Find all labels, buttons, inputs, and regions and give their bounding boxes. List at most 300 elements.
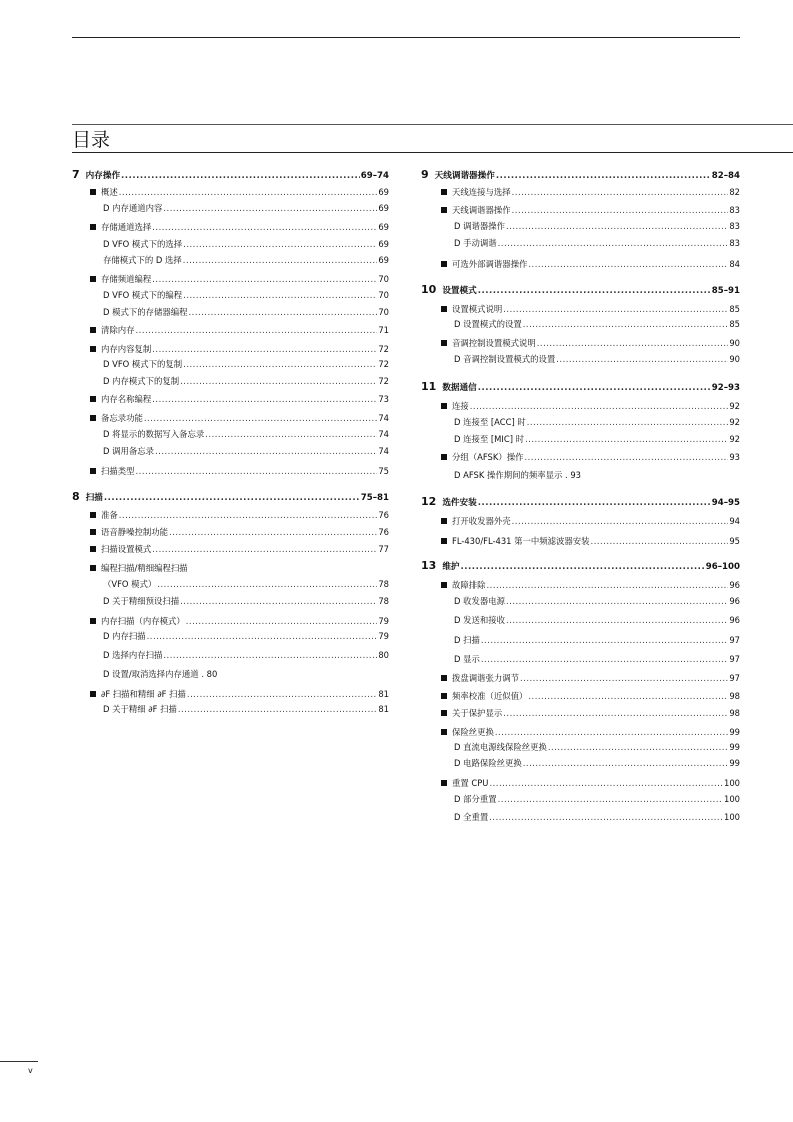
subentry-title <box>454 635 480 646</box>
entry-title <box>90 544 151 555</box>
entry-title <box>441 452 523 463</box>
toc-entry[interactable] <box>421 560 740 573</box>
subentry-title <box>454 238 497 249</box>
toc-entry[interactable] <box>90 413 389 424</box>
section-title <box>421 284 477 297</box>
toc-entry[interactable] <box>454 596 740 607</box>
entry-label: 选件安装 <box>442 498 477 508</box>
entry-title <box>441 304 502 315</box>
toc-entry[interactable] <box>90 466 389 477</box>
page-ref: 96 <box>729 615 740 625</box>
subentry-title <box>454 758 522 769</box>
page-ref: 96 <box>729 580 740 590</box>
toc-entry[interactable] <box>454 758 740 769</box>
page-ref: 100 <box>724 794 740 804</box>
dot-leader <box>186 616 378 627</box>
subentry-title <box>454 470 581 481</box>
square-bullet-icon <box>441 582 447 588</box>
entry-label: D 选择内存扫描 <box>103 650 163 660</box>
title-rule <box>72 152 793 153</box>
page-ref: 100 <box>724 778 740 788</box>
dot-leader <box>512 205 729 216</box>
entry-title <box>441 536 590 547</box>
page-ref: 85–91 <box>711 286 740 296</box>
subentry-title <box>454 742 547 753</box>
page-ref: 83 <box>729 205 740 215</box>
subentry-title <box>103 669 217 680</box>
toc-entry[interactable] <box>103 631 389 642</box>
dot-leader <box>478 383 711 394</box>
toc-entry[interactable] <box>90 563 389 574</box>
dot-leader <box>478 498 711 509</box>
square-bullet-icon <box>441 710 447 716</box>
square-bullet-icon <box>441 306 447 312</box>
page-ref: 98 <box>729 691 740 701</box>
entry-title <box>90 616 185 627</box>
square-bullet-icon <box>90 415 96 421</box>
entry-label: D 直流电源线保险丝更换 <box>454 742 547 752</box>
dot-leader <box>163 203 377 214</box>
page-ref: 97 <box>729 635 740 645</box>
entry-label: D 内存扫描 <box>103 631 146 641</box>
square-bullet-icon <box>90 565 96 571</box>
entry-label: 内存扫描（内存模式） <box>101 616 185 626</box>
entry-label: 内存操作 <box>85 171 121 181</box>
page-ref: 69 <box>378 203 389 213</box>
square-bullet-icon <box>441 729 447 735</box>
toc-entry[interactable] <box>441 401 740 412</box>
square-bullet-icon <box>90 468 96 474</box>
page-ref: 79 <box>378 631 389 641</box>
entry-label: D VFO 模式下的编程 <box>103 290 183 300</box>
page-ref: 70 <box>378 290 389 300</box>
toc-entry[interactable] <box>103 376 389 387</box>
entry-label: 扫描 <box>85 493 103 503</box>
page-ref: 100 <box>724 812 740 822</box>
dot-leader <box>169 527 377 538</box>
dot-leader <box>187 689 377 700</box>
page-ref: 98 <box>729 708 740 718</box>
entry-label: D 模式下的存储器编程 <box>103 307 188 317</box>
page-ref: 94 <box>729 516 740 526</box>
dot-leader <box>512 516 729 527</box>
square-bullet-icon <box>441 189 447 195</box>
toc-entry[interactable] <box>90 394 389 405</box>
entry-label: D 显示 <box>454 654 480 664</box>
page-ref: 69 <box>378 255 389 265</box>
square-bullet-icon <box>90 396 96 402</box>
subentry-title <box>454 417 526 428</box>
page-ref: 72 <box>378 376 389 386</box>
dot-leader <box>498 238 729 249</box>
toc-entry[interactable] <box>103 579 389 590</box>
entry-title <box>441 338 536 349</box>
entry-label: D 关于精细 ∂F 扫描 <box>103 704 177 714</box>
toc-entry[interactable] <box>103 307 389 318</box>
toc-entry[interactable] <box>454 794 740 805</box>
entry-label: 维护 <box>442 562 460 572</box>
entry-label: D 发送和接收 <box>454 615 505 625</box>
section-title <box>72 491 103 504</box>
subentry-title <box>454 596 505 607</box>
subentry-title <box>103 359 182 370</box>
toc-entry[interactable] <box>90 527 389 538</box>
entry-label: D VFO 模式下的选择 <box>103 239 183 249</box>
square-bullet-icon <box>90 346 96 352</box>
toc-entry[interactable] <box>421 284 740 297</box>
entry-title <box>90 527 168 538</box>
entry-label: D 扫描 <box>454 635 480 645</box>
entry-label: 故障排除 <box>452 580 486 590</box>
dot-leader <box>152 344 377 355</box>
dot-leader <box>178 704 377 715</box>
dot-leader <box>487 580 729 591</box>
entry-title <box>441 708 502 719</box>
subentry-title <box>454 354 555 365</box>
page-ref: 69 <box>378 187 389 197</box>
dot-leader <box>136 325 378 336</box>
dot-leader <box>189 307 378 318</box>
toc-entry[interactable] <box>441 338 740 349</box>
square-bullet-icon <box>441 261 447 267</box>
footer-rule <box>0 1061 38 1062</box>
entry-label: 语音静噪控制功能 <box>101 527 168 537</box>
square-bullet-icon <box>441 403 447 409</box>
entry-title <box>441 187 511 198</box>
toc-entry[interactable] <box>441 673 740 684</box>
section-title <box>421 560 460 573</box>
entry-label: D 手动调谐 <box>454 238 497 248</box>
dot-leader <box>489 778 723 789</box>
toc-entry[interactable] <box>103 203 389 214</box>
toc-entry[interactable] <box>454 742 740 753</box>
entry-title <box>441 580 486 591</box>
page-ref: 81 <box>378 689 389 699</box>
square-bullet-icon <box>90 512 96 518</box>
subentry-title <box>103 376 179 387</box>
page-ref: 99 <box>729 758 740 768</box>
entry-label: D 电路保险丝更换 <box>454 758 522 768</box>
entry-label: 关于保护显示 <box>452 708 503 718</box>
square-bullet-icon <box>90 691 96 697</box>
page-ref: 78 <box>378 596 389 606</box>
section-number: 13 <box>421 559 437 572</box>
toc-entry[interactable] <box>103 239 389 250</box>
dot-leader <box>152 274 377 285</box>
entry-label: 设置模式说明 <box>452 304 503 314</box>
toc-entry[interactable] <box>441 205 740 216</box>
page-ref: 99 <box>729 742 740 752</box>
dot-leader <box>152 394 377 405</box>
toc-entry[interactable] <box>90 274 389 285</box>
entry-title <box>90 274 151 285</box>
entry-label: 可选外部调谐器操作 <box>452 259 528 269</box>
page-ref: 76 <box>378 510 389 520</box>
dot-leader <box>495 727 728 738</box>
entry-label: 拨盘调谐张力调节 <box>452 673 519 683</box>
toc-entry[interactable] <box>103 669 389 680</box>
toc-entry[interactable] <box>441 536 740 547</box>
dot-leader <box>528 691 728 702</box>
page-ref: 92 <box>729 417 740 427</box>
entry-label: 连接 <box>452 401 469 411</box>
toc-entry[interactable] <box>421 496 740 509</box>
page-ref: 99 <box>729 727 740 737</box>
subentry-title <box>103 255 182 266</box>
entry-title <box>90 413 143 424</box>
section-number: 7 <box>72 168 80 181</box>
entry-title <box>90 187 118 198</box>
subentry-title <box>454 434 524 445</box>
dot-leader <box>157 579 377 590</box>
toc-entry[interactable] <box>454 635 740 646</box>
entry-label: D 内存模式下的复制 <box>103 376 180 386</box>
toc-entry[interactable] <box>103 446 389 457</box>
dot-leader <box>147 631 378 642</box>
toc-entry[interactable] <box>454 434 740 445</box>
toc-entry[interactable] <box>103 650 389 661</box>
subentry-title <box>454 794 497 805</box>
square-bullet-icon <box>441 780 447 786</box>
toc-entry[interactable] <box>103 359 389 370</box>
entry-label: 分组（AFSK）操作 <box>452 452 524 462</box>
section-number: 10 <box>421 283 437 296</box>
entry-label: D 将显示的数据写入备忘录 <box>103 429 205 439</box>
section-title <box>72 169 120 182</box>
subentry-title <box>103 290 182 301</box>
dot-leader <box>205 429 377 440</box>
dot-leader <box>121 171 360 182</box>
dot-leader <box>498 794 723 805</box>
entry-label: 重置 CPU <box>452 778 489 788</box>
page-ref: 92–93 <box>711 383 740 393</box>
toc-entry[interactable] <box>103 704 389 715</box>
entry-title <box>90 563 188 574</box>
toc-entry[interactable] <box>90 689 389 700</box>
page-ref: 97 <box>729 673 740 683</box>
dot-leader <box>506 615 728 626</box>
dot-leader <box>489 812 723 823</box>
toc-entry[interactable] <box>441 516 740 527</box>
dot-leader <box>152 544 377 555</box>
entry-title <box>441 673 519 684</box>
toc-entry[interactable] <box>454 221 740 232</box>
entry-title <box>441 516 511 527</box>
section-title <box>421 381 477 394</box>
toc-entry[interactable] <box>454 417 740 428</box>
entry-label: 频率校准（近似值） <box>452 691 528 701</box>
entry-label: D VFO 模式下的复制 <box>103 359 183 369</box>
square-bullet-icon <box>441 518 447 524</box>
subentry-title <box>103 239 182 250</box>
toc-entry[interactable] <box>90 187 389 198</box>
entry-label: D 内存通道内容 <box>103 203 163 213</box>
toc-entry[interactable] <box>103 429 389 440</box>
entry-label: 编程扫描/精细编程扫描 <box>101 563 188 573</box>
entry-title <box>90 510 118 521</box>
page-ref: 85 <box>729 304 740 314</box>
entry-title <box>441 401 469 412</box>
toc-entry[interactable] <box>441 452 740 463</box>
entry-label: D 全重置 <box>454 812 489 822</box>
subentry-title <box>454 319 522 330</box>
dot-leader <box>523 319 729 330</box>
section-number: 11 <box>421 380 437 393</box>
dot-leader <box>119 187 378 198</box>
entry-label: 数据通信 <box>442 383 477 393</box>
page-ref: 90 <box>729 354 740 364</box>
section-title <box>421 496 477 509</box>
entry-title <box>90 222 151 233</box>
entry-label: 存储频道编程 <box>101 274 152 284</box>
page-ref: 69 <box>378 222 389 232</box>
page-ref: 70 <box>378 307 389 317</box>
entry-label: 扫描设置模式 <box>101 544 152 554</box>
square-bullet-icon <box>90 276 96 282</box>
page-ref: 75 <box>378 466 389 476</box>
toc-entry[interactable] <box>454 654 740 665</box>
square-bullet-icon <box>441 675 447 681</box>
dot-leader <box>481 635 728 646</box>
page-ref: 93 <box>729 452 740 462</box>
entry-label: D 连接至 [ACC] 时 <box>454 417 526 427</box>
entry-label: D 音调控制设置模式的设置 <box>454 354 556 364</box>
dot-leader <box>503 304 728 315</box>
entry-title <box>90 466 135 477</box>
toc-entry[interactable] <box>441 580 740 591</box>
dot-leader <box>524 452 728 463</box>
toc-entry[interactable] <box>441 691 740 702</box>
section-title <box>421 169 495 182</box>
page-ref: 81 <box>378 704 389 714</box>
dot-leader <box>548 742 728 753</box>
entry-label: 天线调谐器操作 <box>452 205 511 215</box>
entry-label: D 关于精细预设扫描 <box>103 596 180 606</box>
toc-entry[interactable] <box>103 596 389 607</box>
toc-entry[interactable] <box>72 491 389 504</box>
dot-leader <box>136 466 378 477</box>
entry-title <box>441 259 527 270</box>
square-bullet-icon <box>441 693 447 699</box>
toc-entry[interactable] <box>454 319 740 330</box>
subentry-title <box>103 307 188 318</box>
toc-entry[interactable] <box>441 259 740 270</box>
toc-entry[interactable] <box>441 727 740 738</box>
entry-label: D 调谐器操作 <box>454 221 505 231</box>
dot-leader <box>183 255 378 266</box>
entry-label: 扫描类型 <box>101 466 135 476</box>
toc-entry[interactable] <box>103 255 389 266</box>
page-ref: 84 <box>729 259 740 269</box>
toc-entry[interactable] <box>90 510 389 521</box>
dot-leader <box>520 673 728 684</box>
section-number: 12 <box>421 495 437 508</box>
page-ref: 95 <box>729 536 740 546</box>
entry-label: D 连接至 [MIC] 时 <box>454 434 525 444</box>
square-bullet-icon <box>90 529 96 535</box>
toc-entry[interactable] <box>421 381 740 394</box>
toc-entry[interactable] <box>441 778 740 789</box>
subentry-title <box>454 615 505 626</box>
entry-label: FL-430/FL-431 第一中频滤波器安装 <box>452 536 590 546</box>
toc-entry[interactable] <box>454 354 740 365</box>
entry-label: 准备 <box>101 510 118 520</box>
toc-entry[interactable] <box>454 470 740 481</box>
toc-entry[interactable] <box>454 238 740 249</box>
toc-entry[interactable] <box>441 187 740 198</box>
page-ref: 75–81 <box>360 493 389 503</box>
page-ref: 70 <box>378 274 389 284</box>
subentry-title <box>103 203 162 214</box>
entry-label: 存储通道选择 <box>101 222 152 232</box>
dot-leader <box>528 259 728 270</box>
page-ref: 72 <box>378 344 389 354</box>
square-bullet-icon <box>90 618 96 624</box>
square-bullet-icon <box>441 454 447 460</box>
toc-entry[interactable] <box>90 222 389 233</box>
page-ref: 69 <box>378 239 389 249</box>
dot-leader <box>591 536 729 547</box>
page-ref: 83 <box>729 238 740 248</box>
toc-entry[interactable] <box>90 544 389 555</box>
dot-leader <box>503 708 728 719</box>
dot-leader <box>183 290 377 301</box>
page-ref: 74 <box>378 429 389 439</box>
toc-entry[interactable] <box>90 616 389 627</box>
entry-label: D 部分重置 <box>454 794 497 804</box>
subentry-title <box>103 446 154 457</box>
page-ref: 92 <box>729 434 740 444</box>
dot-leader <box>163 650 377 661</box>
dot-leader <box>512 187 729 198</box>
dot-leader <box>152 222 377 233</box>
entry-label: 设置模式 <box>442 286 477 296</box>
page-ref: 85 <box>729 319 740 329</box>
dot-leader <box>180 376 377 387</box>
toc-entry[interactable] <box>103 290 389 301</box>
dot-leader <box>506 596 728 607</box>
toc-entry[interactable] <box>90 325 389 336</box>
section-number: 8 <box>72 490 80 503</box>
dot-leader <box>461 562 705 573</box>
page-ref: 69–74 <box>360 171 389 181</box>
toc-entry[interactable] <box>454 812 740 823</box>
toc-entry[interactable] <box>421 169 740 182</box>
toc-entry[interactable] <box>90 344 389 355</box>
dot-leader <box>119 510 378 521</box>
dot-leader <box>144 413 377 424</box>
subentry-title <box>103 704 177 715</box>
page-ref: 74 <box>378 413 389 423</box>
subentry-title <box>454 812 488 823</box>
toc-entry[interactable] <box>441 708 740 719</box>
page-ref: 76 <box>378 527 389 537</box>
entry-title <box>90 325 135 336</box>
dot-leader <box>525 434 728 445</box>
toc-entry[interactable] <box>454 615 740 626</box>
square-bullet-icon <box>441 538 447 544</box>
page-title: 目录 <box>72 129 111 151</box>
entry-label: 概述 <box>101 187 118 197</box>
dot-leader <box>527 417 729 428</box>
entry-label: D 收发器电源 <box>454 596 505 606</box>
entry-title <box>90 344 151 355</box>
toc-entry[interactable] <box>441 304 740 315</box>
dot-leader <box>506 221 728 232</box>
page-ref: 79 <box>378 616 389 626</box>
toc-entry[interactable] <box>72 169 389 182</box>
page-ref: 96 <box>729 596 740 606</box>
